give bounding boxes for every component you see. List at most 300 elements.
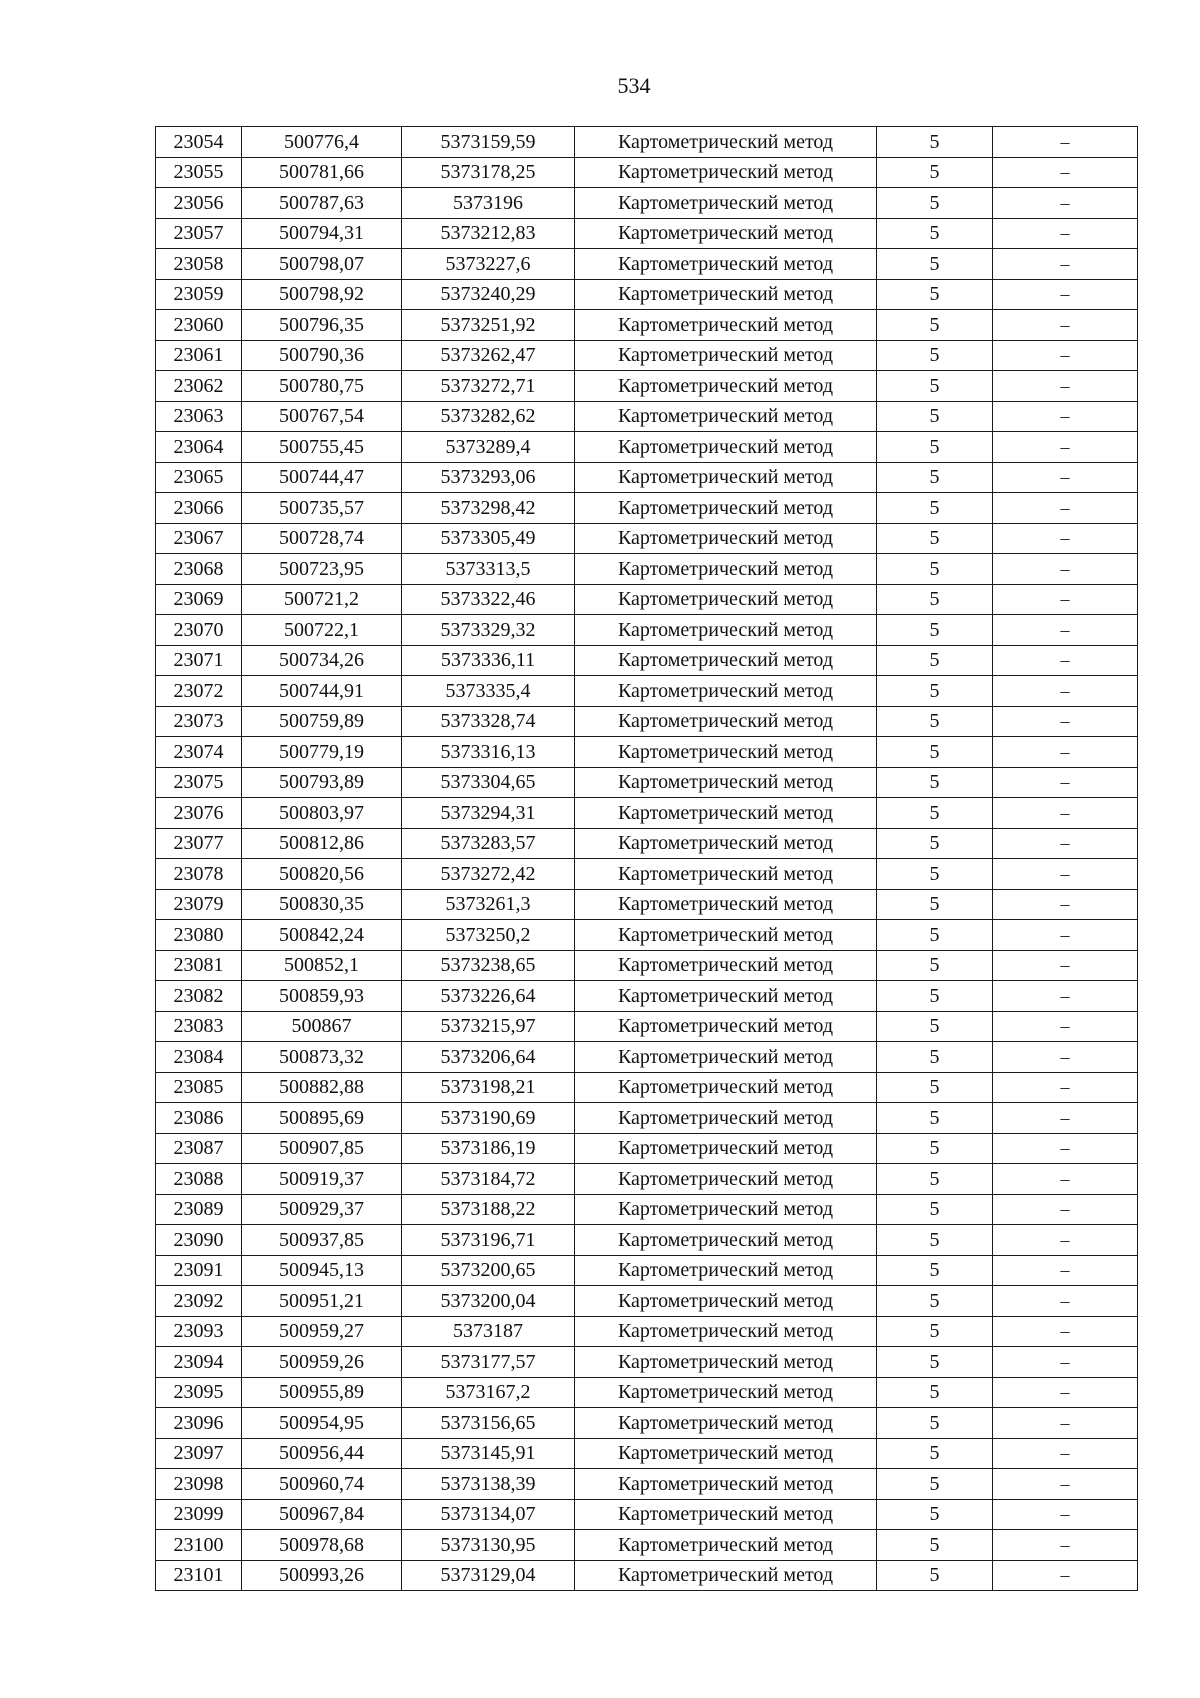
note-cell: – (993, 1530, 1138, 1561)
point-number-cell: 23070 (156, 615, 242, 646)
x-coordinate-cell: 500907,85 (242, 1133, 402, 1164)
x-coordinate-cell: 500830,35 (242, 889, 402, 920)
accuracy-cell: 5 (877, 676, 993, 707)
method-cell: Картометрический метод (575, 1011, 877, 1042)
method-cell: Картометрический метод (575, 615, 877, 646)
y-coordinate-cell: 5373283,57 (402, 828, 575, 859)
table-row (156, 798, 1138, 829)
y-coordinate-cell: 5373212,83 (402, 218, 575, 249)
table-row (156, 1103, 1138, 1134)
table-row (156, 310, 1138, 341)
method-cell: Картометрический метод (575, 1164, 877, 1195)
table-row (156, 1560, 1138, 1591)
accuracy-cell: 5 (877, 1347, 993, 1378)
table-row (156, 1499, 1138, 1530)
x-coordinate-cell: 500759,89 (242, 706, 402, 737)
accuracy-cell: 5 (877, 1408, 993, 1439)
note-cell: – (993, 371, 1138, 402)
point-number-cell: 23092 (156, 1286, 242, 1317)
table-row (156, 1438, 1138, 1469)
x-coordinate-cell: 500993,26 (242, 1560, 402, 1591)
accuracy-cell: 5 (877, 1560, 993, 1591)
accuracy-cell: 5 (877, 584, 993, 615)
table-row (156, 523, 1138, 554)
table-row (156, 1469, 1138, 1500)
x-coordinate-cell: 500919,37 (242, 1164, 402, 1195)
x-coordinate-cell: 500956,44 (242, 1438, 402, 1469)
x-coordinate-cell: 500960,74 (242, 1469, 402, 1500)
y-coordinate-cell: 5373145,91 (402, 1438, 575, 1469)
x-coordinate-cell: 500728,74 (242, 523, 402, 554)
point-number-cell: 23082 (156, 981, 242, 1012)
x-coordinate-cell: 500798,07 (242, 249, 402, 280)
y-coordinate-cell: 5373322,46 (402, 584, 575, 615)
y-coordinate-cell: 5373138,39 (402, 1469, 575, 1500)
note-cell: – (993, 737, 1138, 768)
point-number-cell: 23071 (156, 645, 242, 676)
y-coordinate-cell: 5373226,64 (402, 981, 575, 1012)
note-cell: – (993, 1499, 1138, 1530)
table-row (156, 249, 1138, 280)
note-cell: – (993, 767, 1138, 798)
y-coordinate-cell: 5373261,3 (402, 889, 575, 920)
point-number-cell: 23091 (156, 1255, 242, 1286)
point-number-cell: 23078 (156, 859, 242, 890)
point-number-cell: 23094 (156, 1347, 242, 1378)
y-coordinate-cell: 5373293,06 (402, 462, 575, 493)
x-coordinate-cell: 500820,56 (242, 859, 402, 890)
y-coordinate-cell: 5373227,6 (402, 249, 575, 280)
accuracy-cell: 5 (877, 1286, 993, 1317)
method-cell: Картометрический метод (575, 371, 877, 402)
point-number-cell: 23067 (156, 523, 242, 554)
point-number-cell: 23087 (156, 1133, 242, 1164)
table-row (156, 371, 1138, 402)
accuracy-cell: 5 (877, 432, 993, 463)
note-cell: – (993, 1133, 1138, 1164)
note-cell: – (993, 1377, 1138, 1408)
x-coordinate-cell: 500812,86 (242, 828, 402, 859)
note-cell: – (993, 706, 1138, 737)
x-coordinate-cell: 500959,26 (242, 1347, 402, 1378)
x-coordinate-cell: 500781,66 (242, 157, 402, 188)
accuracy-cell: 5 (877, 1042, 993, 1073)
x-coordinate-cell: 500867 (242, 1011, 402, 1042)
point-number-cell: 23098 (156, 1469, 242, 1500)
x-coordinate-cell: 500793,89 (242, 767, 402, 798)
y-coordinate-cell: 5373250,2 (402, 920, 575, 951)
method-cell: Картометрический метод (575, 523, 877, 554)
y-coordinate-cell: 5373251,92 (402, 310, 575, 341)
method-cell: Картометрический метод (575, 767, 877, 798)
table-row (156, 188, 1138, 219)
point-number-cell: 23084 (156, 1042, 242, 1073)
y-coordinate-cell: 5373305,49 (402, 523, 575, 554)
note-cell: – (993, 1347, 1138, 1378)
note-cell: – (993, 1408, 1138, 1439)
method-cell: Картометрический метод (575, 950, 877, 981)
table-row (156, 1377, 1138, 1408)
x-coordinate-cell: 500859,93 (242, 981, 402, 1012)
y-coordinate-cell: 5373313,5 (402, 554, 575, 585)
method-cell: Картометрический метод (575, 127, 877, 158)
method-cell: Картометрический метод (575, 432, 877, 463)
y-coordinate-cell: 5373188,22 (402, 1194, 575, 1225)
point-number-cell: 23065 (156, 462, 242, 493)
y-coordinate-cell: 5373187 (402, 1316, 575, 1347)
note-cell: – (993, 493, 1138, 524)
y-coordinate-cell: 5373177,57 (402, 1347, 575, 1378)
y-coordinate-cell: 5373240,29 (402, 279, 575, 310)
point-number-cell: 23096 (156, 1408, 242, 1439)
table-row (156, 1316, 1138, 1347)
table-row (156, 554, 1138, 585)
note-cell: – (993, 554, 1138, 585)
x-coordinate-cell: 500744,91 (242, 676, 402, 707)
note-cell: – (993, 218, 1138, 249)
point-number-cell: 23093 (156, 1316, 242, 1347)
table-row (156, 1225, 1138, 1256)
accuracy-cell: 5 (877, 767, 993, 798)
x-coordinate-cell: 500721,2 (242, 584, 402, 615)
method-cell: Картометрический метод (575, 1286, 877, 1317)
method-cell: Картометрический метод (575, 706, 877, 737)
y-coordinate-cell: 5373200,04 (402, 1286, 575, 1317)
y-coordinate-cell: 5373238,65 (402, 950, 575, 981)
y-coordinate-cell: 5373134,07 (402, 1499, 575, 1530)
table-row (156, 737, 1138, 768)
method-cell: Картометрический метод (575, 1103, 877, 1134)
y-coordinate-cell: 5373159,59 (402, 127, 575, 158)
point-number-cell: 23074 (156, 737, 242, 768)
accuracy-cell: 5 (877, 1316, 993, 1347)
y-coordinate-cell: 5373190,69 (402, 1103, 575, 1134)
accuracy-cell: 5 (877, 554, 993, 585)
accuracy-cell: 5 (877, 1377, 993, 1408)
note-cell: – (993, 950, 1138, 981)
y-coordinate-cell: 5373178,25 (402, 157, 575, 188)
x-coordinate-cell: 500882,88 (242, 1072, 402, 1103)
note-cell: – (993, 1225, 1138, 1256)
point-number-cell: 23099 (156, 1499, 242, 1530)
x-coordinate-cell: 500852,1 (242, 950, 402, 981)
method-cell: Картометрический метод (575, 920, 877, 951)
x-coordinate-cell: 500798,92 (242, 279, 402, 310)
table-row (156, 340, 1138, 371)
note-cell: – (993, 676, 1138, 707)
point-number-cell: 23073 (156, 706, 242, 737)
note-cell: – (993, 188, 1138, 219)
x-coordinate-cell: 500767,54 (242, 401, 402, 432)
table-row (156, 1347, 1138, 1378)
point-number-cell: 23076 (156, 798, 242, 829)
method-cell: Картометрический метод (575, 859, 877, 890)
coordinates-table (155, 126, 1138, 1591)
note-cell: – (993, 1103, 1138, 1134)
point-number-cell: 23058 (156, 249, 242, 280)
x-coordinate-cell: 500945,13 (242, 1255, 402, 1286)
note-cell: – (993, 249, 1138, 280)
y-coordinate-cell: 5373206,64 (402, 1042, 575, 1073)
point-number-cell: 23083 (156, 1011, 242, 1042)
y-coordinate-cell: 5373167,2 (402, 1377, 575, 1408)
method-cell: Картометрический метод (575, 1316, 877, 1347)
accuracy-cell: 5 (877, 1072, 993, 1103)
accuracy-cell: 5 (877, 950, 993, 981)
note-cell: – (993, 279, 1138, 310)
x-coordinate-cell: 500780,75 (242, 371, 402, 402)
table-row (156, 432, 1138, 463)
table-row (156, 1164, 1138, 1195)
accuracy-cell: 5 (877, 371, 993, 402)
accuracy-cell: 5 (877, 1133, 993, 1164)
accuracy-cell: 5 (877, 737, 993, 768)
point-number-cell: 23081 (156, 950, 242, 981)
method-cell: Картометрический метод (575, 1255, 877, 1286)
table-row (156, 279, 1138, 310)
accuracy-cell: 5 (877, 920, 993, 951)
note-cell: – (993, 828, 1138, 859)
note-cell: – (993, 981, 1138, 1012)
table-row (156, 157, 1138, 188)
y-coordinate-cell: 5373156,65 (402, 1408, 575, 1439)
point-number-cell: 23064 (156, 432, 242, 463)
note-cell: – (993, 1316, 1138, 1347)
x-coordinate-cell: 500723,95 (242, 554, 402, 585)
point-number-cell: 23089 (156, 1194, 242, 1225)
method-cell: Картометрический метод (575, 1560, 877, 1591)
table-row (156, 218, 1138, 249)
method-cell: Картометрический метод (575, 310, 877, 341)
note-cell: – (993, 523, 1138, 554)
table-row (156, 1194, 1138, 1225)
point-number-cell: 23066 (156, 493, 242, 524)
accuracy-cell: 5 (877, 1438, 993, 1469)
x-coordinate-cell: 500978,68 (242, 1530, 402, 1561)
point-number-cell: 23072 (156, 676, 242, 707)
point-number-cell: 23085 (156, 1072, 242, 1103)
note-cell: – (993, 1011, 1138, 1042)
y-coordinate-cell: 5373298,42 (402, 493, 575, 524)
note-cell: – (993, 432, 1138, 463)
x-coordinate-cell: 500776,4 (242, 127, 402, 158)
accuracy-cell: 5 (877, 1011, 993, 1042)
point-number-cell: 23095 (156, 1377, 242, 1408)
method-cell: Картометрический метод (575, 462, 877, 493)
y-coordinate-cell: 5373200,65 (402, 1255, 575, 1286)
point-number-cell: 23069 (156, 584, 242, 615)
table-row (156, 127, 1138, 158)
method-cell: Картометрический метод (575, 188, 877, 219)
method-cell: Картометрический метод (575, 218, 877, 249)
x-coordinate-cell: 500790,36 (242, 340, 402, 371)
accuracy-cell: 5 (877, 279, 993, 310)
table-row (156, 401, 1138, 432)
accuracy-cell: 5 (877, 127, 993, 158)
accuracy-cell: 5 (877, 828, 993, 859)
x-coordinate-cell: 500967,84 (242, 1499, 402, 1530)
accuracy-cell: 5 (877, 1103, 993, 1134)
y-coordinate-cell: 5373184,72 (402, 1164, 575, 1195)
accuracy-cell: 5 (877, 340, 993, 371)
point-number-cell: 23063 (156, 401, 242, 432)
table-row (156, 493, 1138, 524)
note-cell: – (993, 157, 1138, 188)
point-number-cell: 23054 (156, 127, 242, 158)
y-coordinate-cell: 5373335,4 (402, 676, 575, 707)
note-cell: – (993, 310, 1138, 341)
table-row (156, 950, 1138, 981)
point-number-cell: 23056 (156, 188, 242, 219)
note-cell: – (993, 859, 1138, 890)
method-cell: Картометрический метод (575, 889, 877, 920)
method-cell: Картометрический метод (575, 1499, 877, 1530)
accuracy-cell: 5 (877, 859, 993, 890)
method-cell: Картометрический метод (575, 1438, 877, 1469)
note-cell: – (993, 798, 1138, 829)
method-cell: Картометрический метод (575, 1530, 877, 1561)
note-cell: – (993, 462, 1138, 493)
page-number: 534 (617, 73, 651, 98)
y-coordinate-cell: 5373316,13 (402, 737, 575, 768)
accuracy-cell: 5 (877, 188, 993, 219)
note-cell: – (993, 401, 1138, 432)
note-cell: – (993, 1560, 1138, 1591)
accuracy-cell: 5 (877, 981, 993, 1012)
point-number-cell: 23055 (156, 157, 242, 188)
method-cell: Картометрический метод (575, 1377, 877, 1408)
y-coordinate-cell: 5373129,04 (402, 1560, 575, 1591)
accuracy-cell: 5 (877, 1255, 993, 1286)
method-cell: Картометрический метод (575, 554, 877, 585)
method-cell: Картометрический метод (575, 340, 877, 371)
table-row (156, 676, 1138, 707)
y-coordinate-cell: 5373304,65 (402, 767, 575, 798)
x-coordinate-cell: 500954,95 (242, 1408, 402, 1439)
y-coordinate-cell: 5373196 (402, 188, 575, 219)
method-cell: Картометрический метод (575, 737, 877, 768)
table-row (156, 462, 1138, 493)
note-cell: – (993, 1255, 1138, 1286)
table-row (156, 615, 1138, 646)
note-cell: – (993, 1164, 1138, 1195)
table-row (156, 706, 1138, 737)
y-coordinate-cell: 5373282,62 (402, 401, 575, 432)
accuracy-cell: 5 (877, 401, 993, 432)
table-row (156, 1530, 1138, 1561)
table-row (156, 584, 1138, 615)
table-row (156, 1255, 1138, 1286)
point-number-cell: 23068 (156, 554, 242, 585)
accuracy-cell: 5 (877, 1499, 993, 1530)
point-number-cell: 23060 (156, 310, 242, 341)
accuracy-cell: 5 (877, 218, 993, 249)
x-coordinate-cell: 500803,97 (242, 798, 402, 829)
note-cell: – (993, 1469, 1138, 1500)
method-cell: Картометрический метод (575, 249, 877, 280)
y-coordinate-cell: 5373289,4 (402, 432, 575, 463)
accuracy-cell: 5 (877, 157, 993, 188)
point-number-cell: 23101 (156, 1560, 242, 1591)
note-cell: – (993, 584, 1138, 615)
table-row (156, 920, 1138, 951)
point-number-cell: 23062 (156, 371, 242, 402)
table-row (156, 1072, 1138, 1103)
table-row (156, 1042, 1138, 1073)
accuracy-cell: 5 (877, 310, 993, 341)
accuracy-cell: 5 (877, 645, 993, 676)
method-cell: Картометрический метод (575, 493, 877, 524)
method-cell: Картометрический метод (575, 584, 877, 615)
note-cell: – (993, 1194, 1138, 1225)
method-cell: Картометрический метод (575, 1469, 877, 1500)
note-cell: – (993, 1438, 1138, 1469)
y-coordinate-cell: 5373272,71 (402, 371, 575, 402)
note-cell: – (993, 340, 1138, 371)
point-number-cell: 23080 (156, 920, 242, 951)
y-coordinate-cell: 5373130,95 (402, 1530, 575, 1561)
y-coordinate-cell: 5373262,47 (402, 340, 575, 371)
table-row (156, 828, 1138, 859)
note-cell: – (993, 1286, 1138, 1317)
method-cell: Картометрический метод (575, 279, 877, 310)
x-coordinate-cell: 500779,19 (242, 737, 402, 768)
x-coordinate-cell: 500842,24 (242, 920, 402, 951)
note-cell: – (993, 645, 1138, 676)
y-coordinate-cell: 5373336,11 (402, 645, 575, 676)
accuracy-cell: 5 (877, 1469, 993, 1500)
table-row (156, 1286, 1138, 1317)
x-coordinate-cell: 500744,47 (242, 462, 402, 493)
y-coordinate-cell: 5373196,71 (402, 1225, 575, 1256)
accuracy-cell: 5 (877, 1164, 993, 1195)
accuracy-cell: 5 (877, 523, 993, 554)
coordinates-table-body (156, 127, 1138, 1591)
x-coordinate-cell: 500951,21 (242, 1286, 402, 1317)
point-number-cell: 23077 (156, 828, 242, 859)
note-cell: – (993, 1072, 1138, 1103)
x-coordinate-cell: 500873,32 (242, 1042, 402, 1073)
table-row (156, 767, 1138, 798)
y-coordinate-cell: 5373198,21 (402, 1072, 575, 1103)
x-coordinate-cell: 500895,69 (242, 1103, 402, 1134)
method-cell: Картометрический метод (575, 645, 877, 676)
x-coordinate-cell: 500937,85 (242, 1225, 402, 1256)
method-cell: Картометрический метод (575, 981, 877, 1012)
point-number-cell: 23059 (156, 279, 242, 310)
method-cell: Картометрический метод (575, 157, 877, 188)
table-row (156, 645, 1138, 676)
note-cell: – (993, 127, 1138, 158)
table-row (156, 1408, 1138, 1439)
point-number-cell: 23075 (156, 767, 242, 798)
method-cell: Картометрический метод (575, 1133, 877, 1164)
method-cell: Картометрический метод (575, 676, 877, 707)
x-coordinate-cell: 500755,45 (242, 432, 402, 463)
y-coordinate-cell: 5373329,32 (402, 615, 575, 646)
note-cell: – (993, 889, 1138, 920)
y-coordinate-cell: 5373215,97 (402, 1011, 575, 1042)
x-coordinate-cell: 500734,26 (242, 645, 402, 676)
method-cell: Картометрический метод (575, 798, 877, 829)
x-coordinate-cell: 500796,35 (242, 310, 402, 341)
accuracy-cell: 5 (877, 1194, 993, 1225)
x-coordinate-cell: 500787,63 (242, 188, 402, 219)
point-number-cell: 23097 (156, 1438, 242, 1469)
point-number-cell: 23061 (156, 340, 242, 371)
accuracy-cell: 5 (877, 1530, 993, 1561)
point-number-cell: 23079 (156, 889, 242, 920)
